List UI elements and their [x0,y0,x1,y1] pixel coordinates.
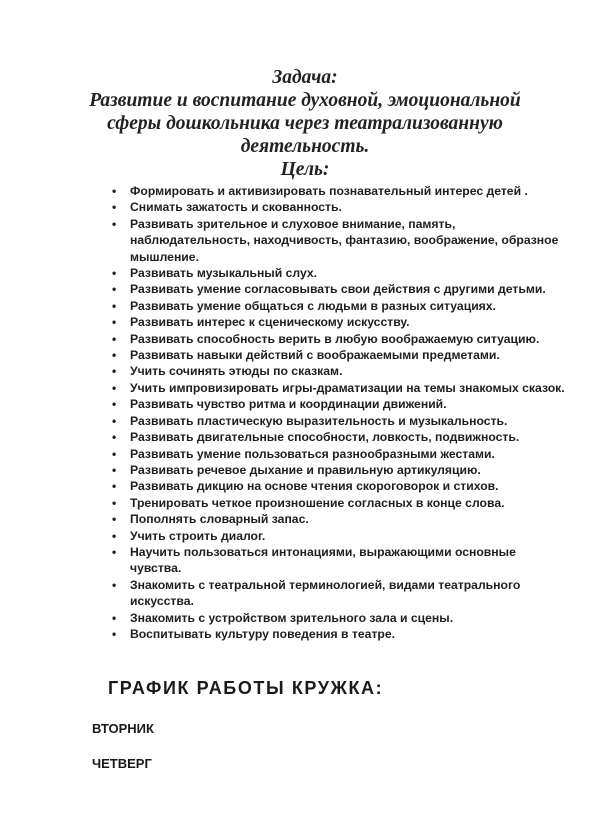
goals-list [109,183,569,642]
goal-list-item [109,380,569,396]
schedule-day-thursday: ЧЕТВЕРГ [92,756,152,771]
goal-text: Знакомить с устройством зрительного зала и сцены. [130,610,454,625]
goal-text: Развивать умение общаться с людьми в разных ситуациях. [130,298,496,313]
bullet-icon: • [112,380,117,395]
bullet-icon: • [112,495,117,510]
goal-text: Пополнять словарный запас. [130,512,309,527]
bullet-icon: • [112,184,117,198]
goal-list-item [109,544,569,577]
goal-text: Развивать навыки действий с воображаемыми предметами. [130,348,500,363]
goal-list-item [109,528,569,544]
goal-text: Развивать речевое дыхание и правильную артикуляцию. [130,462,481,477]
bullet-icon: • [112,216,117,231]
goal-list-item [109,511,569,527]
bullet-icon: • [112,331,117,346]
bullet-icon: • [112,364,117,379]
bullet-icon: • [112,512,117,527]
bullet-icon: • [112,200,117,215]
goal-list-item [109,626,569,642]
goal-text: Учить импровизировать игры-драматизации на темы знакомых сказок. [130,380,565,395]
goal-text: Развивать умение пользоваться разнообразными жестами. [130,446,495,461]
goal-list-item [109,429,569,445]
goal-list-item [109,314,569,330]
task-line-2: сферы дошкольника через театрализованную [107,113,503,134]
goal-text: Снимать зажатость и скованность. [130,200,342,215]
goal-text: Учить сочинять этюды по сказкам. [130,364,343,379]
goal-text: Знакомить с театральной терминологией, видами театрального искусства. [130,577,521,609]
goal-text: Развивать музыкальный слух. [130,266,318,281]
schedule-day-tuesday: ВТОРНИК [92,721,154,736]
goal-list-item [109,413,569,429]
bullet-icon: • [112,528,117,543]
goal-list-item [109,610,569,626]
goal-text: Развивать двигательные способности, ловкость, подвижность. [130,430,520,445]
goal-text: Развивать пластическую выразительность и музыкальность. [130,413,508,428]
bullet-icon: • [112,610,117,625]
task-line-3: деятельность. [240,136,370,157]
goal-label: Цель: [280,159,330,180]
goal-list-item [109,478,569,494]
bullet-icon: • [112,397,117,412]
bullet-icon: • [112,577,117,592]
bullet-icon: • [112,298,117,313]
goal-list-item [109,183,569,199]
bullet-icon: • [112,462,117,477]
bullet-icon: • [112,266,117,281]
goal-list-item [109,396,569,412]
task-label: Задача: [272,67,338,88]
goal-list-item [109,298,569,314]
goal-text: Формировать и активизировать познавательный интерес детей . [130,184,528,198]
goal-list-item [109,462,569,478]
goal-list-item [109,446,569,462]
goal-list-item [109,363,569,379]
schedule-title: ГРАФИК РАБОТЫ КРУЖКА: [108,678,384,698]
goal-list-item [109,331,569,347]
bullet-icon: • [112,348,117,363]
goal-list-item [109,577,569,610]
bullet-icon: • [112,282,117,297]
goal-text: Тренировать четкое произношение согласных в конце слова. [130,495,505,510]
goal-list-item [109,265,569,281]
goal-list-item [109,281,569,297]
goal-text: Развивать умение согласовывать свои действия с другими детьми. [130,282,546,297]
bullet-icon: • [112,413,117,428]
goal-text: Развивать чувство ритма и координации движений. [130,397,447,412]
goal-text: Развивать способность верить в любую воображаемую ситуацию. [130,331,540,346]
task-line-1: Развитие и воспитание духовной, эмоциональной [89,90,521,111]
goal-list-item [109,199,569,215]
bullet-icon: • [112,446,117,461]
goal-list-item [109,347,569,363]
goal-text: Воспитывать культуру поведения в театре. [130,626,396,641]
goal-text: Учить строить диалог. [130,528,266,543]
goal-list-item [109,495,569,511]
goal-text: Развивать зрительное и слуховое внимание, память, наблюдательность, находчивость, фантазию, воображение, образное мышление. [130,216,559,264]
bullet-icon: • [112,544,117,559]
goal-text: Развивать интерес к сценическому искусству. [130,315,410,330]
bullet-icon: • [112,430,117,445]
goal-list-item [109,216,569,265]
goal-text: Научить пользоваться интонациями, выражающими основные чувства. [130,544,516,576]
bullet-icon: • [112,315,117,330]
heading-block [70,66,540,181]
bullet-icon: • [112,479,117,494]
bullet-icon: • [112,626,117,641]
goal-text: Развивать дикцию на основе чтения скороговорок и стихов. [130,479,499,494]
